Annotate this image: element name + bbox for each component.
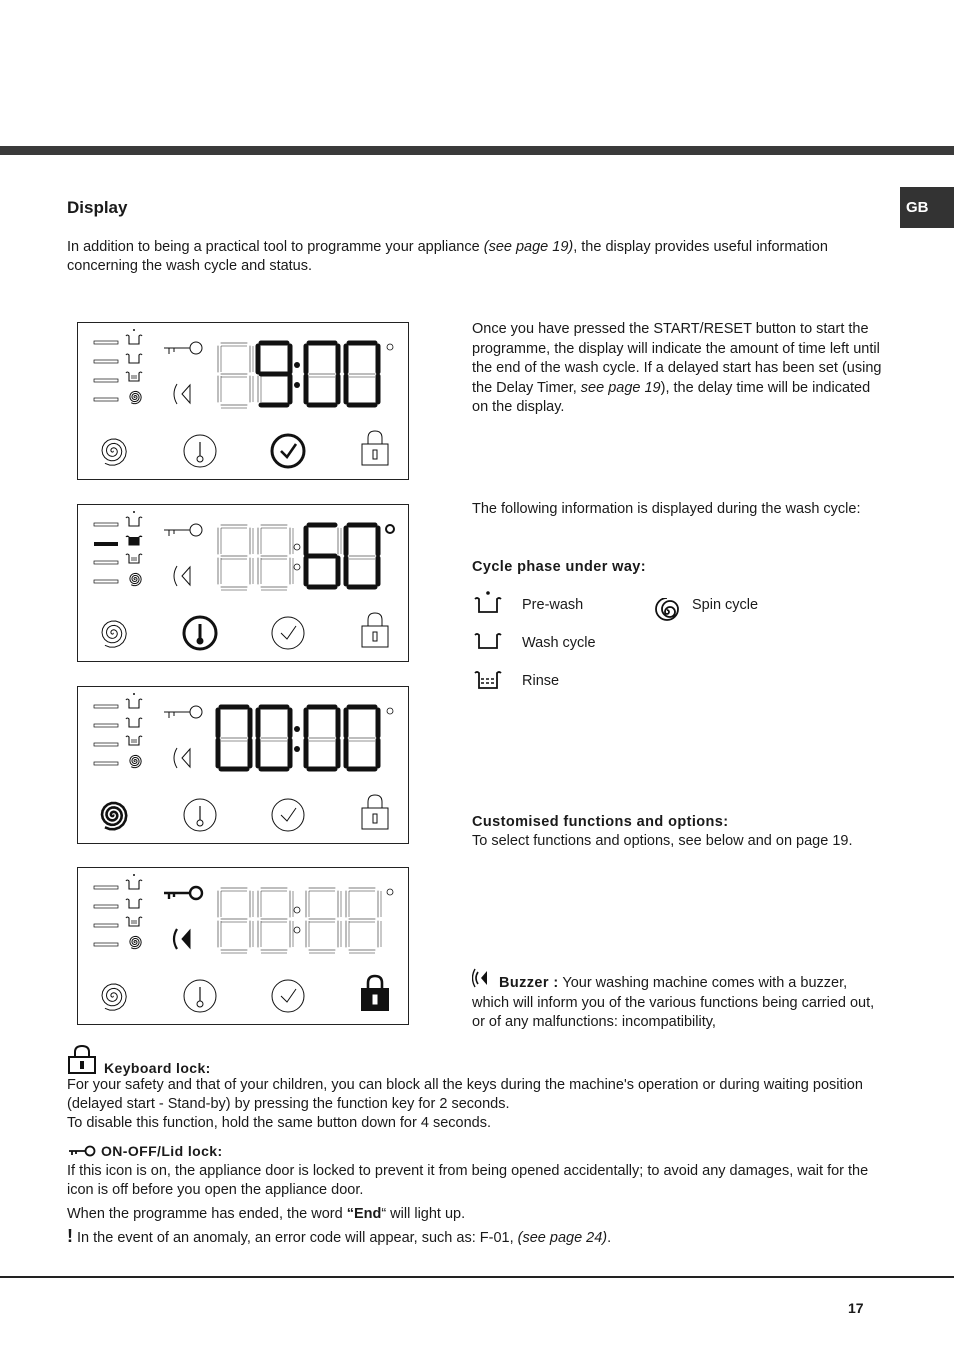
display-panel-4: [77, 867, 409, 1025]
timer-text: Once you have pressed the START/RESET button to start the programme, the display will indicate the amount of time left until the end of the wash cycle. If a delayed start has been set (using the Delay Timer,: [472, 321, 882, 396]
display-illustration-1: [78, 323, 408, 479]
buzzer-paragraph: [472, 974, 887, 1033]
error-note-ref: (see page 24): [517, 1230, 608, 1246]
padlock-icon: [67, 1043, 97, 1075]
phase-bar: [94, 523, 118, 526]
buzzer-symbol: [182, 749, 190, 767]
phase-bar: [94, 743, 118, 746]
key-ring: [190, 887, 202, 899]
rinse-label: Rinse: [522, 673, 560, 689]
tub-icon: [126, 736, 142, 745]
digit-glyph: [306, 888, 341, 953]
digit-glyph: [306, 525, 341, 587]
keylock-label: Keyboard lock:: [104, 1060, 211, 1076]
keylock-text: For your safety and that of your children, you can block all the keys during the machine's operation or during waiting position (delayed start - Stand-by) by pressing the function key for 2 seconds.: [67, 1077, 863, 1112]
digit-glyph: [218, 888, 253, 953]
timer-symbol: [272, 435, 304, 467]
degree-symbol: [386, 525, 394, 533]
key-symbol: [164, 530, 190, 536]
intro-text-end: , the display provides useful information concerning the wash cycle and status.: [67, 239, 828, 274]
key-ring: [190, 524, 202, 536]
key-icon: [67, 1144, 97, 1158]
tub-icon: [126, 536, 142, 545]
digit-glyph: [306, 707, 338, 769]
buzzer-symbol: [182, 567, 190, 585]
lock-body: [362, 626, 388, 647]
display-panel-3: [77, 686, 409, 844]
display-panel-1: [77, 322, 409, 480]
wash-info-paragraph: The following information is displayed during the wash cycle:: [472, 501, 861, 517]
digit-glyph: [346, 707, 378, 769]
error-note: [67, 1227, 611, 1248]
prewash-label: Pre-wash: [522, 597, 584, 613]
degree-symbol: [387, 708, 393, 714]
tub-icon: [126, 693, 142, 708]
lidlock-label: ON-OFF/Lid lock:: [101, 1143, 223, 1159]
timer-paragraph: [472, 320, 887, 418]
timer-symbol: [272, 799, 304, 831]
custom-text: To select functions and options, see below and on page 19.: [472, 833, 853, 849]
tub-icon: [126, 354, 142, 363]
display-illustration-2: [78, 505, 408, 661]
buzzer-label: Buzzer :: [499, 975, 559, 991]
tub-icon: [126, 899, 142, 908]
buzzer-symbol: [182, 930, 190, 948]
phase-bar: [94, 762, 118, 765]
phase-bar: [94, 561, 118, 564]
end-note: [67, 1205, 465, 1224]
spin-symbol: [130, 755, 141, 767]
spin-symbol: [130, 573, 141, 585]
digit-glyph: [258, 888, 293, 953]
phase-bar: [94, 886, 118, 889]
intro-paragraph: [67, 238, 847, 276]
wash-icon: [472, 630, 504, 652]
display-panel-2: [77, 504, 409, 662]
spin-icon: [652, 598, 682, 626]
buzzer-wave: [174, 748, 177, 768]
lock-shackle: [368, 976, 382, 989]
phase-bar: [94, 705, 118, 708]
phase-bar: [94, 924, 118, 927]
digit-glyph: [218, 343, 253, 408]
digit-glyph: [306, 343, 338, 405]
digit-glyph: [218, 707, 250, 769]
timer-symbol: [272, 617, 304, 649]
tub-icon: [126, 511, 142, 526]
tub-icon: [126, 917, 142, 926]
language-tab: GB: [900, 187, 954, 228]
tub-icon: [126, 372, 142, 381]
keylock-disable-text: To disable this function, hold the same button down for 4 seconds.: [67, 1115, 491, 1131]
header-bar: [0, 146, 954, 155]
phase-bar: [94, 398, 118, 401]
page-number: 17: [848, 1300, 864, 1316]
intro-text: In addition to being a practical tool to programme your appliance: [67, 239, 484, 255]
spin-symbol: [102, 439, 126, 465]
section-title: Display: [67, 198, 128, 217]
end-note-text-end: “ will light up.: [381, 1206, 466, 1222]
lock-shackle: [368, 431, 382, 444]
error-note-text-end: .: [607, 1230, 612, 1246]
timer-text-end: ), the delay time will be indicated on the display.: [472, 379, 871, 415]
phase-bar: [94, 379, 118, 382]
prewash-icon: [472, 590, 504, 616]
phase-bar: [94, 943, 118, 946]
tub-icon: [126, 554, 142, 563]
buzzer-wave: [174, 566, 177, 586]
lidlock-text: If this icon is on, the appliance door is locked to prevent it from being opened accidentally; to avoid any damages, wait for the icon is off before you open the appliance door.: [67, 1163, 869, 1198]
rinse-icon: [472, 668, 504, 692]
digit-glyph: [258, 343, 290, 405]
phase-bar: [94, 724, 118, 727]
end-word: “End: [346, 1206, 382, 1222]
phase-bar: [94, 341, 118, 344]
degree-symbol: [387, 889, 393, 895]
end-note-text: When the programme has ended, the word: [67, 1206, 347, 1222]
error-note-text: In the event of an anomaly, an error code will appear, such as: F-01,: [73, 1230, 518, 1246]
display-illustration-3: [78, 687, 408, 843]
buzzer-wave: [174, 929, 177, 949]
key-ring: [190, 342, 202, 354]
key-symbol: [164, 712, 190, 718]
spin-symbol: [102, 803, 126, 829]
buzzer-text: Your washing machine comes with a buzzer, which will inform you of the various functions being carried out, or of any malfunctions: incompatibility,: [472, 975, 875, 1030]
tub-icon: [126, 874, 142, 889]
wash-label: Wash cycle: [522, 635, 596, 651]
custom-heading: Customised functions and options:: [472, 814, 729, 830]
digit-glyph: [258, 707, 290, 769]
digit-glyph: [218, 525, 253, 590]
warning-mark: !: [67, 1226, 73, 1246]
display-illustration-4: [78, 868, 408, 1024]
phase-bar: [94, 905, 118, 908]
spin-symbol: [130, 936, 141, 948]
degree-symbol: [387, 344, 393, 350]
digit-glyph: [258, 525, 293, 590]
timer-ref: see page 19: [580, 379, 661, 396]
timer-symbol: [272, 980, 304, 1012]
intro-ref: (see page 19): [483, 239, 574, 255]
buzzer-symbol: [182, 385, 190, 403]
spin-symbol: [130, 391, 141, 403]
cycle-heading: Cycle phase under way:: [472, 559, 646, 575]
key-symbol: [164, 893, 190, 899]
lock-shackle: [368, 613, 382, 626]
phase-bar: [94, 580, 118, 583]
phase-bar: [94, 360, 118, 363]
lock-body: [362, 444, 388, 465]
spin-symbol: [102, 984, 126, 1010]
digit-glyph: [346, 343, 378, 405]
lock-shackle: [368, 795, 382, 808]
phase-bar: [94, 542, 118, 546]
key-symbol: [164, 348, 190, 354]
tub-icon: [126, 329, 142, 344]
key-ring: [190, 706, 202, 718]
footer-rule: [0, 1276, 954, 1278]
digit-glyph: [346, 525, 378, 587]
buzzer-wave: [174, 384, 177, 404]
spin-symbol: [102, 621, 126, 647]
lock-body: [362, 808, 388, 829]
spin-label: Spin cycle: [692, 597, 759, 613]
digit-glyph: [346, 888, 381, 953]
tub-icon: [126, 718, 142, 727]
